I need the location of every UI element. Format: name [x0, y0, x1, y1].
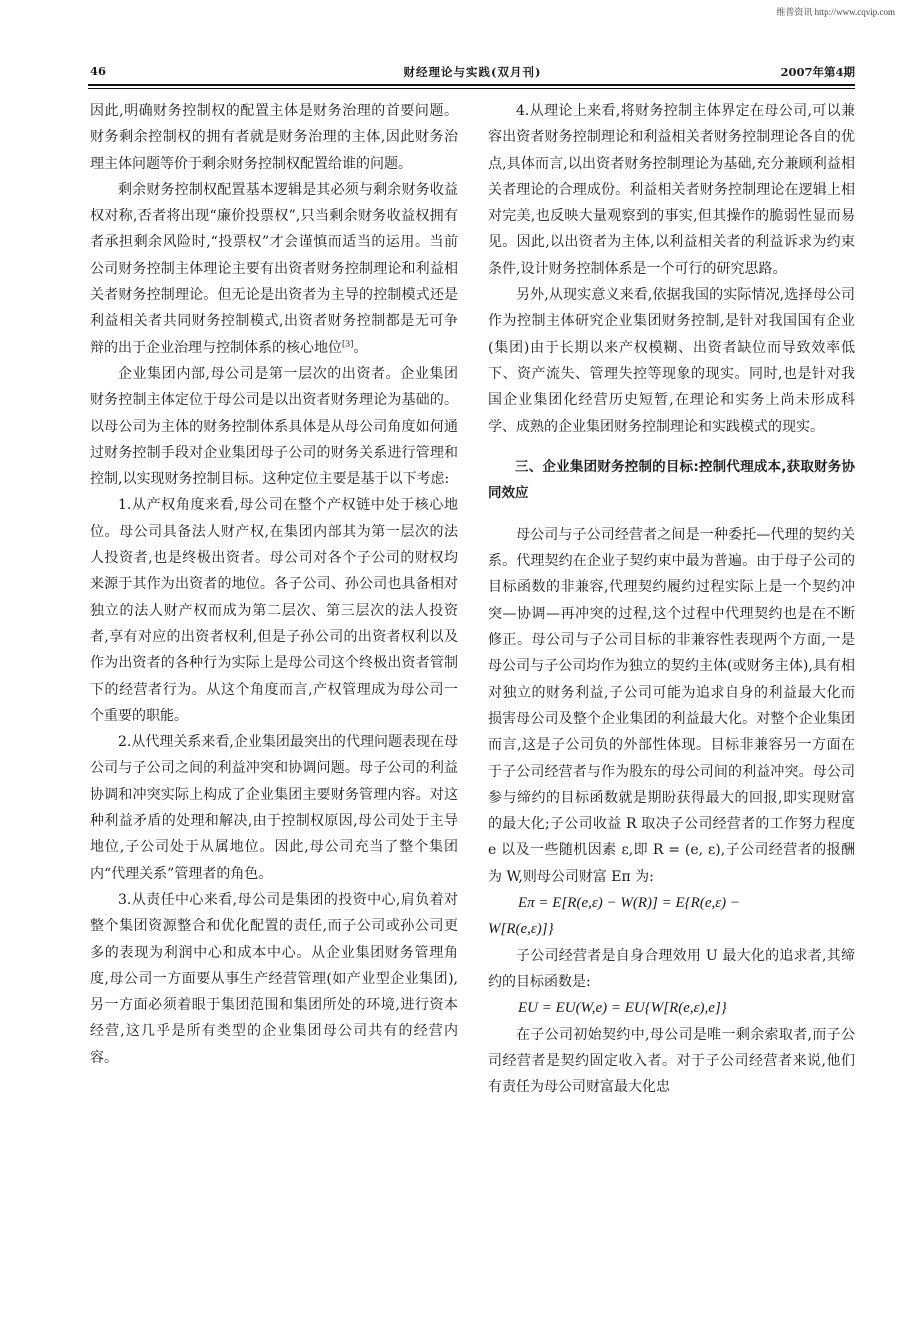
- journal-title: 财经理论与实践(双月刊): [403, 65, 542, 79]
- paragraph: 3.从责任中心来看,母公司是集团的投资中心,肩负着对整个集团资源整合和优化配置的责任,而子公司或孙公司更多的表现为利润中心和成本中心。从企业集团财务管理角度,母公司一方面要从事生产经营管理(如产业型企业集团),另一方面必须着眼于集团范围和集团所处的环境,进行资本经营,这几乎是所有类型的企业集团母公司共有的经营内容。: [90, 891, 458, 1066]
- header-rule-thin: [88, 88, 855, 89]
- watermark: 维普资讯 http://www.cqvip.com: [776, 7, 895, 17]
- paragraph: 母公司与子公司经营者之间是一种委托—代理的契约关系。代理契约在企业子契约束中最为普遍。由于母子公司的目标函数的非兼容,代理契约履约过程实际上是一个契约冲突—协调—再冲突的过程,这个过程中代理契约也是在不断修正。母公司与子公司目标的非兼容性表现两个方面,一是母公司与子公司均作为独立的契约主体(或财务主体),具有相对独立的财务利益,子公司可能为追求自身的利益最大化而损害母公司及整个企业集团的利益最大化。对整个企业集团而言,这是子公司负的外部性体现。目标非兼容另一方面在于子公司经营者与作为股东的母公司间的利益冲突。母公司参与缔约的目标函数就是期盼获得最大的回报,即实现财富的最大化;子公司收益 R 取决子公司经营者的工作努力程度 e 以及一些随机因素 ε,即 R = (e, ε),子公司经营者的报酬为 W,则母公司财富 Eπ 为:: [488, 526, 855, 885]
- paragraph-end: 。: [353, 339, 368, 356]
- paragraph: 在子公司初始契约中,母公司是唯一剩余索取者,而子公司经营者是契约固定收入者。对于子公司经营者来说,他们有责任为母公司财富最大化忠: [488, 1026, 855, 1096]
- paragraph: 企业集团内部,母公司是第一层次的出资者。企业集团财务控制主体定位于母公司是以出资者财务理论为基础的。以母公司为主体的财务控制体系具体是从母公司角度如何通过财务控制手段对企业集团母子公司的财务关系进行管理和控制,以实现财务控制目标。这种定位主要是基于以下考虑:: [90, 365, 458, 488]
- citation-ref: [3]: [342, 339, 354, 349]
- paragraph: 4.从理论上来看,将财务控制主体界定在母公司,可以兼容出资者财务控制理论和利益相关者财务控制理论各自的优点,具体而言,以出资者财务控制理论为基础,充分兼顾利益相关者理论的合理成份。利益相关者财务控制理论在逻辑上相对完美,也反映大量观察到的事实,但其操作的脆弱性显而易见。因此,以出资者为主体,以利益相关者的利益诉求为约束条件,设计财务控制体系是一个可行的研究思路。: [488, 103, 855, 277]
- issue-label: 2007年第4期: [780, 65, 855, 79]
- paragraph: 因此,明确财务控制权的配置主体是财务治理的首要问题。财务剩余控制权的拥有者就是财务治理的主体,因此财务治理主体问题等价于剩余财务控制权配置给谁的问题。: [90, 103, 458, 172]
- paragraph: 1.从产权角度来看,母公司在整个产权链中处于核心地位。母公司具备法人财产权,在集团内部其为第一层次的法人投资者,也是终极出资者。母公司对各个子公司的财权均来源于其作为出资者的地位。各子公司、孙公司也具备相对独立的法人财产权而成为第二层次、第三层次的法人投资者,享有对应的出资者权利,但是子孙公司的出资者权利以及作为出资者的各种行为实际上是母公司这个终极出资者管制下的经营者行为。从这个角度而言,产权管理成为母公司一个重要的职能。: [90, 497, 458, 724]
- paragraph: 子公司经营者是自身合理效用 U 最大化的追求者,其缔约的目标函数是:: [488, 947, 855, 990]
- paragraph: 另外,从现实意义来看,依据我国的实际情况,选择母公司作为控制主体研究企业集团财务控制,是针对我国国有企业(集团)由于长期以来产权模糊、出资者缺位而导致效率低下、资产流失、管理失控等现象的现实。同时,也是针对我国企业集团化经营历史短暂,在理论和实务上尚未形成科学、成熟的企业集团财务控制理论和实践模式的现实。: [488, 287, 855, 435]
- equation-line: EU = EU(W,e) = EU{W[R(e,ε),e]}: [518, 1000, 727, 1017]
- page-number: 46: [90, 64, 107, 78]
- equation-line: Eπ = E[R(e,ε) − W(R)] = E{R(e,ε) −: [518, 895, 741, 912]
- running-header: [90, 64, 855, 82]
- header-rule-thick: [88, 84, 855, 86]
- left-column: [90, 98, 458, 1298]
- paragraph-text: 剩余财务控制权配置基本逻辑是其必须与剩余财务收益权对称,否者将出现“廉价投票权”,只当剩余财务收益权拥有者承担剩余风险时,“投票权”才会谨慎而适当的运用。当前公司财务控制主体理论主要有出资者财务控制理论和利益相关者财务控制理论。但无论是出资者为主导的控制模式还是利益相关者共同财务控制模式,出资者财务控制都是无可争辩的出于企业治理与控制体系的核心地位: [90, 181, 458, 356]
- paragraph: [90, 177, 458, 361]
- right-column: [488, 98, 855, 1298]
- paragraph: 2.从代理关系来看,企业集团最突出的代理问题表现在母公司与子公司之间的利益冲突和协调问题。母子公司的利益协调和冲突实际上构成了企业集团主要财务管理内容。对这种利益矛盾的处理和解决,由于控制权原因,母公司处于主导地位,子公司处于从属地位。因此,母公司充当了整个集团内“代理关系”管理者的角色。: [90, 734, 458, 882]
- section-heading: 三、企业集团财务控制的目标:控制代理成本,获取财务协同效应: [488, 458, 855, 501]
- equation-line: W[R(e,ε)]}: [488, 921, 554, 938]
